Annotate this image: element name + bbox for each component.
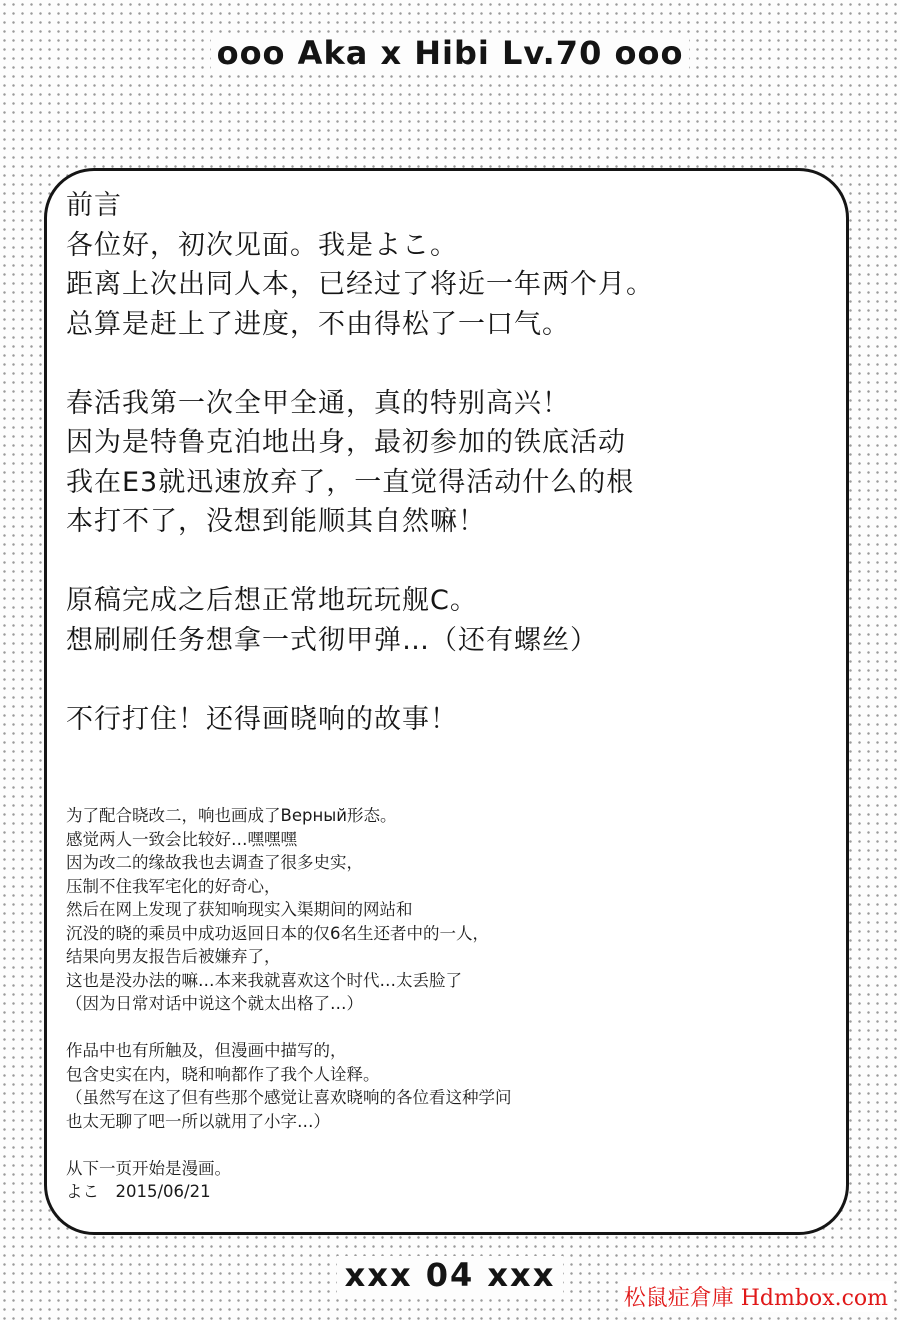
paragraph-gap xyxy=(66,660,826,700)
small-text-line: （虽然写在这了但有些那个感觉让喜欢晓响的各位看这种学问 xyxy=(66,1088,512,1107)
text-line: 我在E3就迅速放弃了，一直觉得活动什么的根 xyxy=(66,466,635,498)
paragraph-gap xyxy=(66,1133,826,1157)
text-line: 原稿完成之后想正常地玩玩舰C。 xyxy=(66,585,478,616)
small-text-line: 感觉两人一致会比较好…嘿嘿嘿 xyxy=(66,829,297,849)
small-text-line: 然后在网上发现了获知响现实入渠期间的网站和 xyxy=(66,900,413,919)
text-line: 距离上次出同人本，已经过了将近一年两个月。 xyxy=(66,269,654,300)
small-text-line: 包含史实在内，晓和响都作了我个人诠释。 xyxy=(66,1064,380,1084)
preface-small-text xyxy=(66,804,826,1204)
preface-heading: 前言 xyxy=(66,190,122,221)
small-text-line: 作品中也有所触及，但漫画中描写的， xyxy=(66,1041,347,1060)
site-watermark: 松鼠症倉庫 Hdmbox.com xyxy=(620,1281,892,1312)
small-text-line: 这也是没办法的嘛…本来我就喜欢这个时代…太丢脸了 xyxy=(66,970,462,990)
preface-main-text xyxy=(66,186,826,739)
small-text-line: 沉没的晓的乘员中成功返回日本的仅6名生还者中的一人， xyxy=(66,923,489,943)
text-line: 春活我第一次全甲全通，真的特别高兴！ xyxy=(66,387,570,419)
small-text-line: （因为日常对话中说这个就太出格了…） xyxy=(66,994,363,1013)
small-text-line: 也太无聊了吧一所以就用了小字…） xyxy=(66,1111,330,1131)
small-text-line: 为了配合晓改二，响也画成了Верный形态。 xyxy=(66,806,397,825)
text-line: 不行打住！还得画晓响的故事！ xyxy=(66,703,458,735)
page-header xyxy=(0,34,900,72)
small-text-line: 压制不住我军宅化的好奇心， xyxy=(66,876,281,896)
text-line: 各位好，初次见面。我是よこ。 xyxy=(66,229,458,261)
page-number-label: xxx 04 xxx xyxy=(337,1256,564,1294)
text-line: 本打不了，没想到能顺其自然嘛！ xyxy=(66,506,486,537)
text-line: 因为是特鲁克泊地出身，最初参加的铁底活动 xyxy=(66,427,626,458)
author-signature-date: よこ 2015/06/21 xyxy=(66,1182,211,1201)
small-text-line: 从下一页开始是漫画。 xyxy=(66,1158,231,1178)
text-line: 想刷刷任务想拿一式彻甲弹…（还有螺丝） xyxy=(66,624,598,656)
header-title: ooo Aka x Hibi Lv.70 ooo xyxy=(211,34,690,72)
paragraph-gap xyxy=(66,344,826,384)
text-line: 总算是赶上了进度，不由得松了一口气。 xyxy=(66,308,570,340)
small-text-line: 结果向男友报告后被嫌弃了， xyxy=(66,947,281,966)
paragraph-gap xyxy=(66,542,826,582)
small-text-line: 因为改二的缘故我也去调查了很多史实， xyxy=(66,853,363,872)
paragraph-gap xyxy=(66,1016,826,1040)
